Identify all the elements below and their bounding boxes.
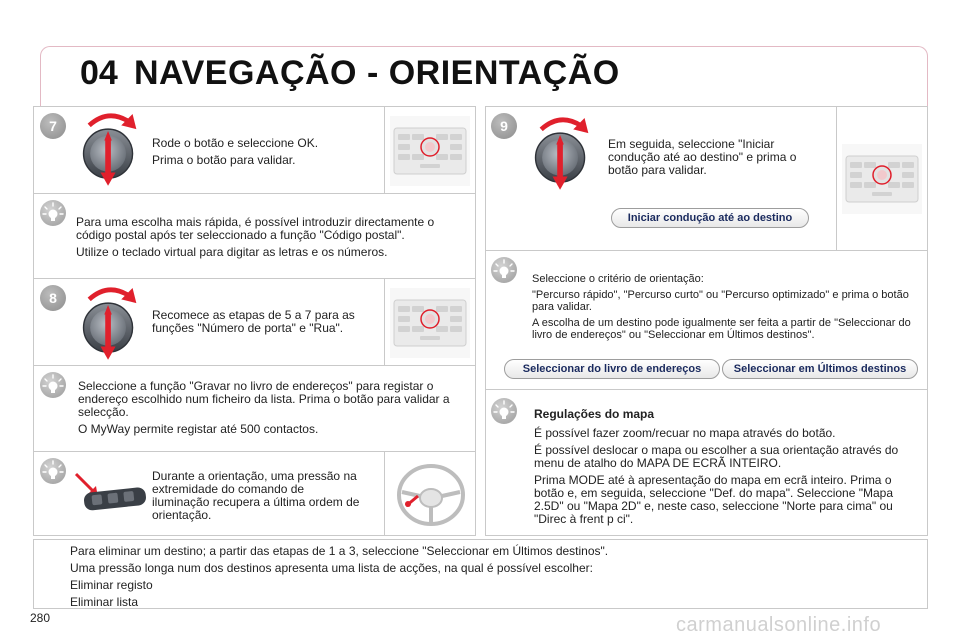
tip-lightbulb-icon [40, 458, 66, 484]
console-thumbnail [390, 288, 470, 358]
tip-lightbulb-icon [40, 200, 66, 226]
left-divider-1 [33, 193, 476, 194]
tip4-line3: A escolha de um destino pode igualmente ser feita a partir de "Seleccionar do livro de endereços" ou "Seleccionar em Últimos destinos". [532, 317, 911, 341]
right-thumb-divider [836, 106, 837, 250]
tip4-line2: "Percurso rápido", "Percurso curto" ou "Percurso optimizado" e prima o botão para validar. [532, 289, 909, 313]
step8-text [152, 309, 377, 339]
steering-wheel-icon [394, 462, 468, 528]
tip3-text [152, 470, 364, 526]
watermark: carmanualsonline.info [676, 614, 882, 636]
left-divider-4 [33, 451, 476, 452]
tip4-text [532, 273, 924, 345]
step7-text [152, 137, 377, 171]
step9-line1: Em seguida, seleccione "Iniciar condução até ao destino" e prima o botão para validar. [608, 137, 797, 177]
right-divider-1 [485, 250, 928, 251]
tip5-heading: Regulações do mapa [534, 407, 655, 421]
step9-text [608, 138, 820, 181]
tip-lightbulb-icon [40, 372, 66, 398]
step7-line1: Rode o botão e seleccione OK. [152, 136, 319, 150]
rotary-knob-icon [76, 108, 142, 188]
console-thumbnail [390, 116, 470, 186]
tip-lightbulb-icon [491, 398, 517, 424]
console-thumbnail [842, 144, 922, 214]
left-thumb-divider-2 [384, 278, 385, 365]
page-number: 280 [30, 611, 51, 625]
tip5-line2: É possível deslocar o mapa ou escolher a sua orientação através do menu de atalho do MAPA DE ECRÃ INTEIRO. [534, 443, 899, 470]
tip2-line1: Seleccione a função "Gravar no livro de endereços" para registar o endereço escolhido num ficheiro da lista. Prima o botão para validar a selecção. [78, 379, 450, 419]
bottom-line4: Eliminar lista [70, 595, 139, 609]
step-badge-8: 8 [40, 285, 66, 311]
step8-line1: Recomece as etapas de 5 a 7 para as funções "Número de porta" e "Rua". [152, 308, 355, 335]
tip2-line2: O MyWay permite registar até 500 contactos. [78, 422, 319, 436]
right-divider-2 [485, 389, 928, 390]
bottom-line3: Eliminar registo [70, 578, 153, 592]
bottom-text [70, 545, 920, 613]
left-divider-3 [33, 365, 476, 366]
step-badge-9: 9 [491, 113, 517, 139]
bottom-line1: Para eliminar um destino; a partir das etapas de 1 a 3, seleccione "Seleccionar em Últimos destinos". [70, 544, 609, 558]
tip5-line3: Prima MODE até à apresentação do mapa em ecrã inteiro. Prima o botão e, em seguida, seleccione "Def. do mapa". Seleccione "Mapa 2.5D" ou "Mapa 2D" e, neste caso, seleccione "Norte para cima" ou "Direc à frent p ci". [534, 473, 893, 526]
tip5-text [534, 408, 918, 530]
tip3-line1: Durante a orientação, uma pressão na extremidade do comando de iluminação recupera a última ordem de orientação. [152, 469, 360, 522]
tip5-line1: É possível fazer zoom/recuar no mapa através do botão. [534, 426, 836, 440]
tip2-text [78, 380, 458, 440]
lighting-stalk-icon [74, 472, 150, 522]
left-thumb-divider-3 [384, 451, 385, 536]
tip1-text [76, 216, 466, 263]
step7-line2: Prima o botão para validar. [152, 153, 296, 167]
left-divider-2 [33, 278, 476, 279]
tip-lightbulb-icon [491, 257, 517, 283]
bottom-line2: Uma pressão longa num dos destinos apresenta uma lista de acções, na qual é possível escolher: [70, 561, 593, 575]
tip1-line1: Para uma escolha mais rápida, é possível introduzir directamente o código postal após ter seleccionado a função "Código postal". [76, 215, 435, 242]
rotary-knob-icon [76, 282, 142, 362]
select-from-recent-destinations-button[interactable]: Seleccionar em Últimos destinos [722, 359, 918, 379]
left-thumb-divider-1 [384, 106, 385, 193]
select-from-address-book-button[interactable]: Seleccionar do livro de endereços [504, 359, 720, 379]
tip1-line2: Utilize o teclado virtual para digitar as letras e os números. [76, 245, 388, 259]
chapter-number: 04 [80, 54, 118, 92]
tip4-line1: Seleccione o critério de orientação: [532, 273, 704, 285]
page-title: NAVEGAÇÃO - ORIENTAÇÃO [134, 54, 620, 92]
rotary-knob-icon [528, 112, 594, 192]
step-badge-7: 7 [40, 113, 66, 139]
start-guidance-button[interactable]: Iniciar condução até ao destino [611, 208, 809, 228]
